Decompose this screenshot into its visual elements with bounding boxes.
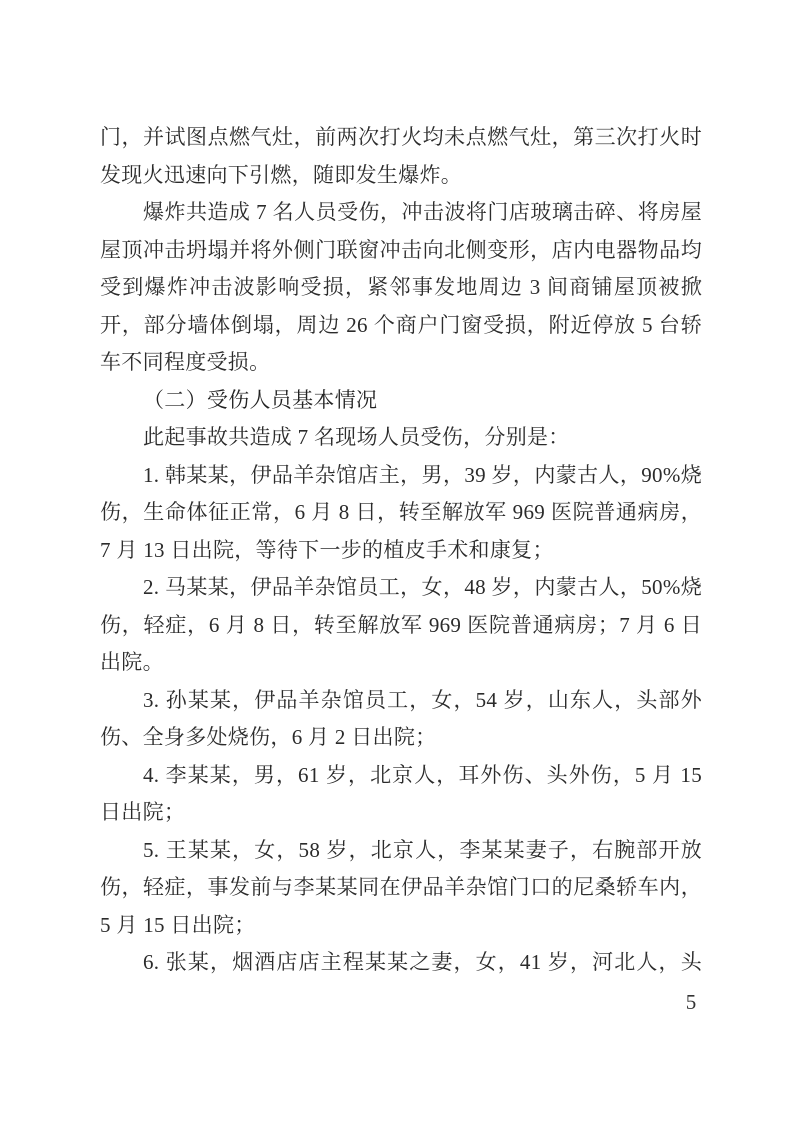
text-line: 4. 李某某，男，61 岁，北京人，耳外伤、头外伤，5 月 15 — [143, 762, 702, 787]
text-line: 此起事故共造成 7 名现场人员受伤，分别是： — [143, 425, 570, 449]
text-line: 爆炸共造成 7 名人员受伤，冲击波将门店玻璃击碎、将房屋 — [143, 200, 702, 224]
text-line: 伤，轻症，事发前与李某某同在伊品羊杂馆门口的尼桑轿车内， — [100, 875, 702, 899]
text-line: 伤、全身多处烧伤，6 月 2 日出院； — [100, 725, 437, 749]
section-heading: （二）受伤人员基本情况 — [143, 387, 378, 412]
text-line: 5 月 15 日出院； — [100, 912, 256, 937]
text-line: 日出院； — [100, 800, 186, 824]
page-number: 5 — [685, 990, 697, 1014]
text-line: 出院。 — [100, 650, 164, 674]
text-line: 伤，轻症，6 月 8 日，转至解放军 969 医院普通病房；7 月 6 日 — [100, 612, 702, 637]
text-line: 屋顶冲击坍塌并将外侧门联窗冲击向北侧变形，店内电器物品均 — [100, 237, 702, 262]
document-body — [100, 119, 702, 982]
text-line: 车不同程度受损。 — [100, 350, 271, 374]
text-line: 5. 王某某，女，58 岁，北京人，李某某妻子，右腕部开放 — [143, 837, 702, 862]
text-line: 伤，生命体征正常，6 月 8 日，转至解放军 969 医院普通病房， — [100, 500, 702, 524]
text-line: 发现火迅速向下引燃，随即发生爆炸。 — [100, 162, 463, 187]
text-line: 1. 韩某某，伊品羊杂馆店主，男，39 岁，内蒙古人，90%烧 — [143, 462, 702, 487]
text-line: 门，并试图点燃气灶，前两次打火均未点燃气灶，第三次打火时 — [100, 125, 702, 149]
text-line: 受到爆炸冲击波影响受损，紧邻事发地周边 3 间商铺屋顶被掀 — [100, 275, 702, 299]
text-line: 3. 孙某某，伊品羊杂馆员工，女，54 岁，山东人，头部外 — [143, 687, 702, 712]
text-line: 2. 马某某，伊品羊杂馆员工，女，48 岁，内蒙古人，50%烧 — [143, 575, 702, 599]
text-line: 6. 张某，烟酒店店主程某某之妻，女，41 岁，河北人，头 — [143, 950, 702, 974]
text-line: 7 月 13 日出院，等待下一步的植皮手术和康复； — [100, 537, 554, 562]
text-line: 开，部分墙体倒塌，周边 26 个商户门窗受损，附近停放 5 台轿 — [100, 312, 702, 337]
